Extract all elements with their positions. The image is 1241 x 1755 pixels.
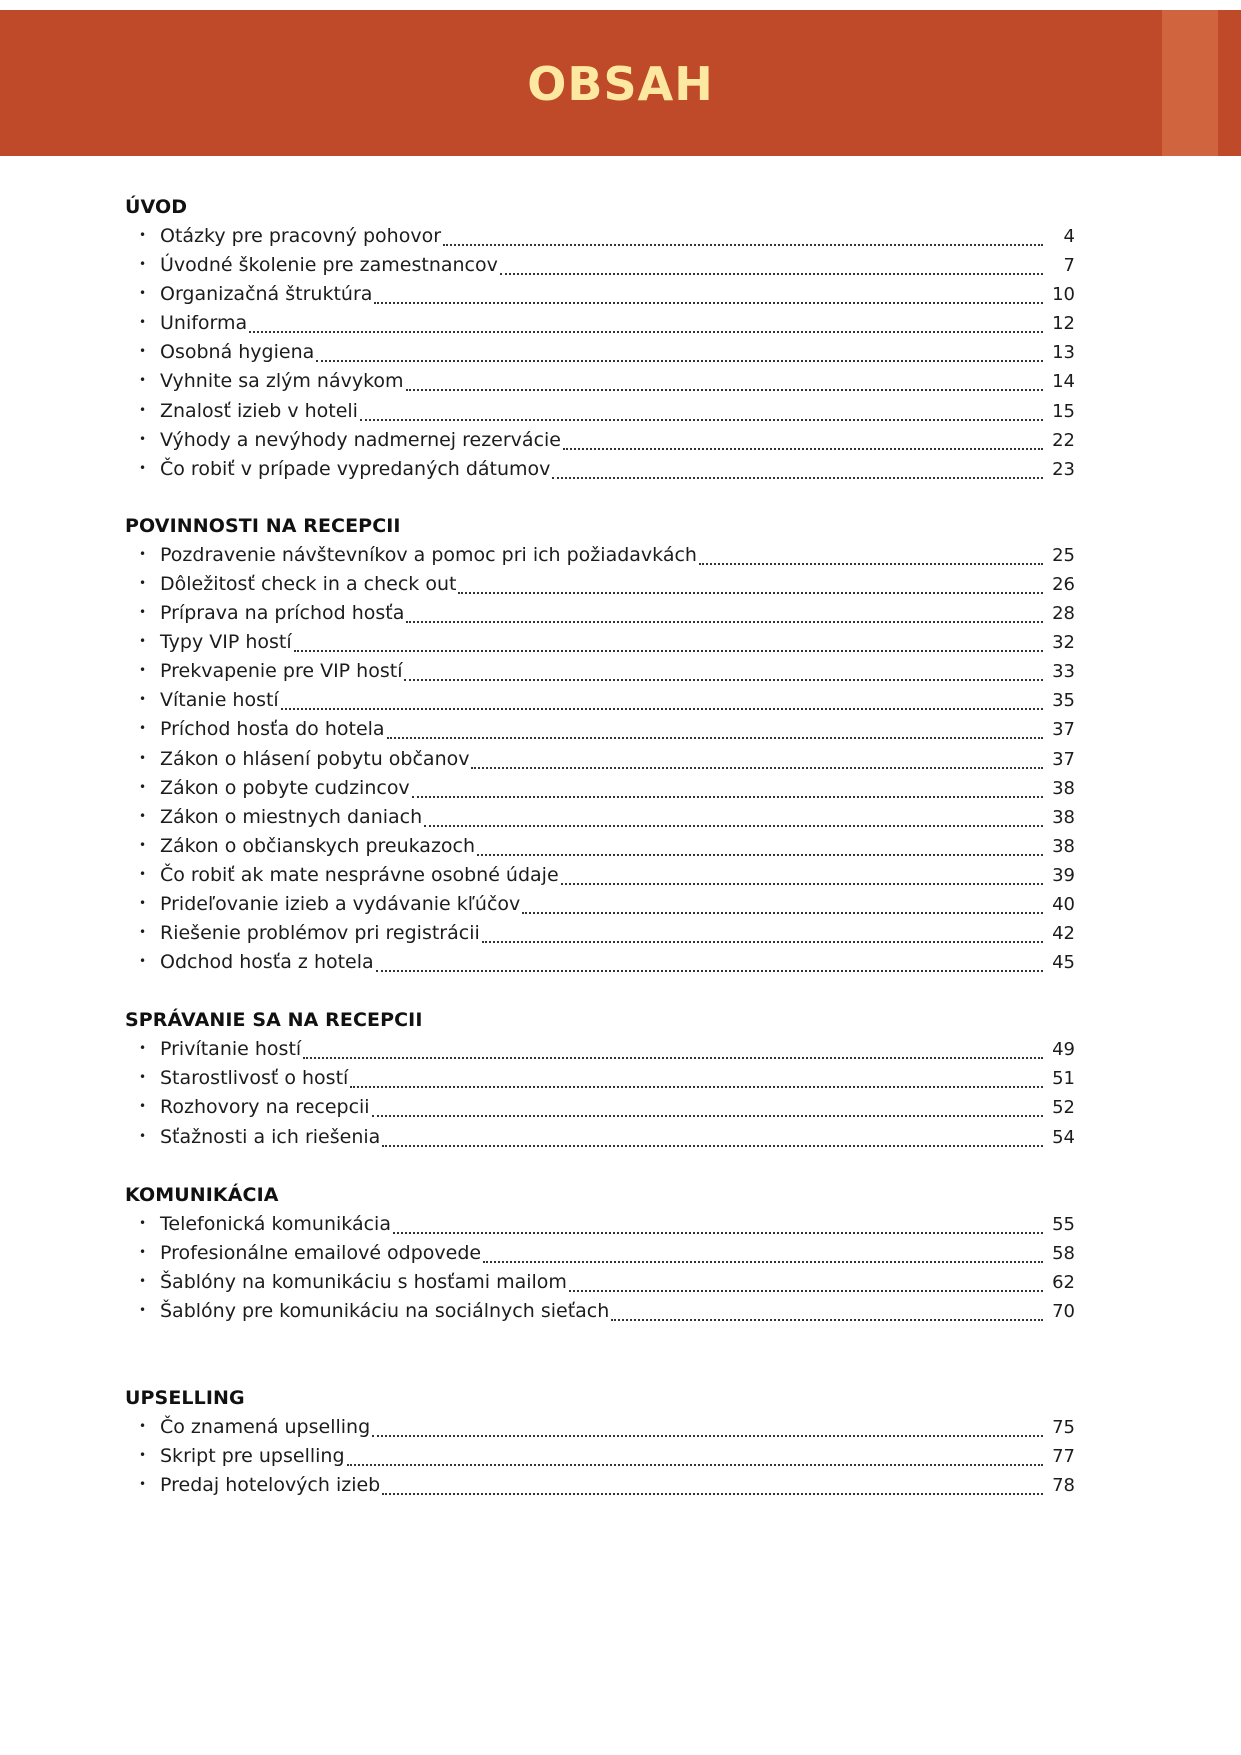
entry-label: Úvodné školenie pre zamestnancov — [160, 254, 498, 277]
dot-leader — [482, 927, 1043, 943]
bullet-icon: • — [138, 605, 147, 620]
entry-label: Riešenie problémov pri registrácii — [160, 922, 480, 945]
dot-leader — [393, 1218, 1043, 1234]
entry-label: Osobná hygiena — [160, 341, 315, 364]
bullet-icon: • — [138, 1099, 147, 1114]
entry-label: Otázky pre pracovný pohovor — [160, 225, 442, 247]
bullet-icon: • — [138, 1070, 147, 1085]
entry-page: 39 — [1052, 864, 1075, 886]
dot-leader — [458, 578, 1043, 594]
bullet-icon: • — [138, 546, 147, 561]
entry-label: Prideľovanie izieb a vydávanie kľúčov — [160, 892, 521, 915]
entry-page: 38 — [1052, 777, 1075, 799]
toc-entry[interactable] — [125, 1210, 1075, 1239]
bullet-icon: • — [138, 344, 147, 359]
entry-label: Čo robiť v prípade vypredaných dátumov — [160, 457, 551, 480]
bullet-icon: • — [138, 808, 147, 823]
toc-entry[interactable] — [125, 570, 1075, 599]
entry-label: Privítanie hostí — [160, 1038, 302, 1061]
section-title: KOMUNIKÁCIA — [125, 1183, 279, 1206]
dot-leader — [350, 1072, 1043, 1088]
entry-page: 37 — [1052, 748, 1075, 770]
dot-leader — [249, 317, 1043, 333]
header-banner — [0, 10, 1241, 156]
toc-entry[interactable] — [125, 426, 1075, 455]
entry-page: 26 — [1052, 573, 1075, 595]
toc-entry[interactable] — [125, 1413, 1075, 1442]
toc-entry[interactable] — [125, 803, 1075, 832]
entry-page: 42 — [1052, 923, 1075, 945]
toc-entry[interactable] — [125, 1093, 1075, 1122]
dot-leader — [374, 288, 1043, 304]
dot-leader — [563, 434, 1043, 450]
bullet-icon: • — [138, 1448, 147, 1463]
entry-label: Telefonická komunikácia — [160, 1212, 391, 1235]
section-spacer — [125, 1326, 1075, 1384]
entry-page: 75 — [1052, 1417, 1075, 1438]
bullet-icon: • — [138, 257, 147, 272]
toc-entry[interactable] — [125, 338, 1075, 367]
entry-label: Šablóny pre komunikáciu na sociálnych sieťach — [160, 1299, 610, 1322]
toc-entry[interactable] — [125, 745, 1075, 774]
toc-entry[interactable] — [125, 1035, 1075, 1064]
entry-label: Sťažnosti a ich riešenia — [160, 1125, 381, 1148]
entry-page: 4 — [1063, 226, 1075, 247]
toc-entry[interactable] — [125, 1123, 1075, 1152]
toc-entry[interactable] — [125, 948, 1075, 977]
entry-page: 52 — [1052, 1097, 1075, 1119]
toc-entry[interactable] — [125, 280, 1075, 309]
entry-page: 10 — [1052, 284, 1075, 306]
section-title: UPSELLING — [125, 1387, 245, 1409]
entry-page: 25 — [1052, 544, 1075, 566]
toc-section-povinnosti — [125, 512, 1075, 977]
toc-entry[interactable] — [125, 455, 1075, 484]
bullet-icon: • — [138, 286, 147, 301]
toc-entry[interactable] — [125, 251, 1075, 280]
entry-page: 15 — [1052, 400, 1075, 422]
bullet-icon: • — [138, 954, 147, 969]
toc-entry[interactable] — [125, 890, 1075, 919]
bullet-icon: • — [138, 779, 147, 794]
entry-label: Čo znamená upselling — [160, 1416, 371, 1438]
section-spacer — [125, 484, 1075, 512]
entry-page: 58 — [1052, 1242, 1075, 1264]
page-title: OBSAH — [527, 57, 714, 111]
toc-entry[interactable] — [125, 599, 1075, 628]
toc-entry[interactable] — [125, 1268, 1075, 1297]
dot-leader — [294, 636, 1043, 652]
entry-page: 22 — [1052, 429, 1075, 451]
entry-page: 38 — [1052, 835, 1075, 857]
table-of-contents — [125, 193, 1075, 1500]
bullet-icon: • — [138, 1302, 147, 1317]
dot-leader — [500, 259, 1043, 275]
entry-label: Odchod hosťa z hotela — [160, 951, 374, 974]
toc-section-upselling — [125, 1384, 1075, 1500]
toc-entry[interactable] — [125, 1064, 1075, 1093]
dot-leader — [382, 1479, 1043, 1495]
section-title: ÚVOD — [125, 196, 188, 218]
entry-page: 35 — [1052, 690, 1075, 712]
entry-label: Čo robiť ak mate nesprávne osobné údaje — [160, 863, 559, 886]
bullet-icon: • — [138, 663, 147, 678]
entry-page: 54 — [1052, 1126, 1075, 1148]
toc-entry[interactable] — [125, 657, 1075, 686]
toc-entry[interactable] — [125, 1297, 1075, 1326]
entry-page: 51 — [1052, 1068, 1075, 1090]
dot-leader — [404, 665, 1043, 681]
bullet-icon: • — [138, 721, 147, 736]
entry-label: Zákon o občianskych preukazoch — [160, 834, 476, 857]
dot-leader — [477, 840, 1043, 856]
entry-label: Rozhovory na recepcii — [160, 1096, 370, 1119]
dot-leader — [699, 549, 1043, 565]
bullet-icon: • — [138, 575, 147, 590]
entry-label: Zákon o pobyte cudzincov — [160, 776, 410, 799]
entry-page: 70 — [1052, 1300, 1075, 1322]
entry-page: 45 — [1052, 952, 1075, 974]
bullet-icon: • — [138, 866, 147, 881]
entry-page: 13 — [1052, 342, 1075, 364]
bullet-icon: • — [138, 228, 147, 242]
toc-section-spravanie — [125, 1006, 1075, 1151]
toc-entry[interactable] — [125, 832, 1075, 861]
entry-label: Skript pre upselling — [160, 1445, 345, 1468]
entry-label: Uniforma — [160, 312, 248, 335]
entry-page: 12 — [1052, 313, 1075, 335]
entry-label: Zákon o hlásení pobytu občanov — [160, 747, 470, 770]
bullet-icon: • — [138, 1273, 147, 1288]
dot-leader — [412, 782, 1043, 798]
toc-entry[interactable] — [125, 774, 1075, 803]
toc-entry[interactable] — [125, 628, 1075, 657]
dot-leader — [406, 375, 1043, 391]
toc-entry[interactable] — [125, 309, 1075, 338]
dot-leader — [316, 346, 1043, 362]
entry-label: Zákon o miestnych daniach — [160, 805, 423, 828]
bullet-icon: • — [138, 1419, 147, 1433]
bullet-icon: • — [138, 1128, 147, 1143]
dot-leader — [443, 230, 1043, 246]
dot-leader — [360, 405, 1043, 421]
toc-entry[interactable] — [125, 1471, 1075, 1500]
bullet-icon: • — [138, 837, 147, 852]
section-title: POVINNOSTI NA RECEPCII — [125, 514, 401, 537]
bullet-icon: • — [138, 895, 147, 910]
bullet-icon: • — [138, 634, 147, 649]
section-spacer — [125, 1152, 1075, 1181]
entry-label: Predaj hotelových izieb — [160, 1474, 381, 1497]
bullet-icon: • — [138, 1215, 147, 1230]
entry-page: 14 — [1052, 371, 1075, 393]
bullet-icon: • — [138, 460, 147, 475]
entry-label: Prekvapenie pre VIP hostí — [160, 660, 403, 683]
toc-section-uvod — [125, 193, 1075, 484]
dot-leader — [376, 956, 1043, 972]
entry-label: Vítanie hostí — [160, 689, 279, 712]
entry-label: Znalosť izieb v hoteli — [160, 399, 358, 422]
dot-leader — [347, 1450, 1043, 1466]
entry-page: 32 — [1052, 632, 1075, 654]
toc-entry[interactable] — [125, 919, 1075, 948]
entry-page: 55 — [1052, 1213, 1075, 1235]
toc-entry[interactable] — [125, 397, 1075, 426]
dot-leader — [372, 1101, 1043, 1117]
entry-page: 49 — [1052, 1039, 1075, 1061]
bullet-icon: • — [138, 1041, 147, 1056]
bullet-icon: • — [138, 373, 147, 388]
dot-leader — [611, 1305, 1043, 1321]
dot-leader — [471, 753, 1043, 769]
toc-entry[interactable] — [125, 686, 1075, 715]
entry-page: 33 — [1052, 661, 1075, 683]
dot-leader — [406, 607, 1043, 623]
entry-page: 38 — [1052, 806, 1075, 828]
toc-entry[interactable] — [125, 1442, 1075, 1471]
entry-page: 7 — [1063, 255, 1075, 277]
dot-leader — [281, 694, 1043, 710]
entry-label: Organizačná štruktúra — [160, 283, 373, 306]
entry-label: Dôležitosť check in a check out — [160, 572, 457, 595]
entry-page: 77 — [1052, 1446, 1075, 1468]
toc-entry[interactable] — [125, 541, 1075, 570]
entry-page: 37 — [1052, 719, 1075, 741]
entry-label: Typy VIP hostí — [160, 631, 292, 654]
toc-entry[interactable] — [125, 715, 1075, 744]
entry-label: Vyhnite sa zlým návykom — [160, 370, 404, 393]
section-spacer — [125, 977, 1075, 1006]
dot-leader — [303, 1043, 1043, 1059]
toc-entry[interactable] — [125, 222, 1075, 251]
entry-label: Príchod hosťa do hotela — [160, 718, 385, 741]
bullet-icon: • — [138, 1477, 147, 1492]
entry-page: 28 — [1052, 603, 1075, 625]
dot-leader — [424, 811, 1043, 827]
entry-page: 62 — [1052, 1271, 1075, 1293]
entry-label: Šablóny na komunikáciu s hosťami mailom — [160, 1270, 567, 1293]
toc-section-komunikacia — [125, 1181, 1075, 1326]
entry-page: 78 — [1052, 1475, 1075, 1497]
bullet-icon: • — [138, 1244, 147, 1259]
entry-label: Profesionálne emailové odpovede — [160, 1241, 482, 1264]
bullet-icon: • — [138, 315, 147, 330]
toc-entry[interactable] — [125, 1239, 1075, 1268]
dot-leader — [483, 1247, 1043, 1263]
bullet-icon: • — [138, 431, 147, 446]
toc-entry[interactable] — [125, 367, 1075, 396]
entry-page: 23 — [1052, 458, 1075, 480]
entry-label: Výhody a nevýhody nadmernej rezervácie — [160, 428, 561, 451]
entry-page: 40 — [1052, 893, 1075, 915]
dot-leader — [552, 463, 1043, 479]
dot-leader — [522, 898, 1043, 914]
section-title: SPRÁVANIE SA NA RECEPCII — [125, 1009, 423, 1032]
bullet-icon: • — [138, 402, 147, 417]
dot-leader — [569, 1276, 1043, 1292]
bullet-icon: • — [138, 750, 147, 765]
bullet-icon: • — [138, 692, 147, 707]
toc-entry[interactable] — [125, 861, 1075, 890]
entry-label: Príprava na príchod hosťa — [160, 602, 405, 625]
dot-leader — [561, 869, 1043, 885]
bullet-icon: • — [138, 925, 147, 940]
entry-label: Pozdravenie návštevníkov a pomoc pri ich požiadavkách — [160, 543, 697, 566]
entry-label: Starostlivosť o hostí — [160, 1067, 349, 1090]
dot-leader — [387, 723, 1043, 739]
dot-leader — [382, 1131, 1043, 1147]
dot-leader — [372, 1421, 1043, 1437]
